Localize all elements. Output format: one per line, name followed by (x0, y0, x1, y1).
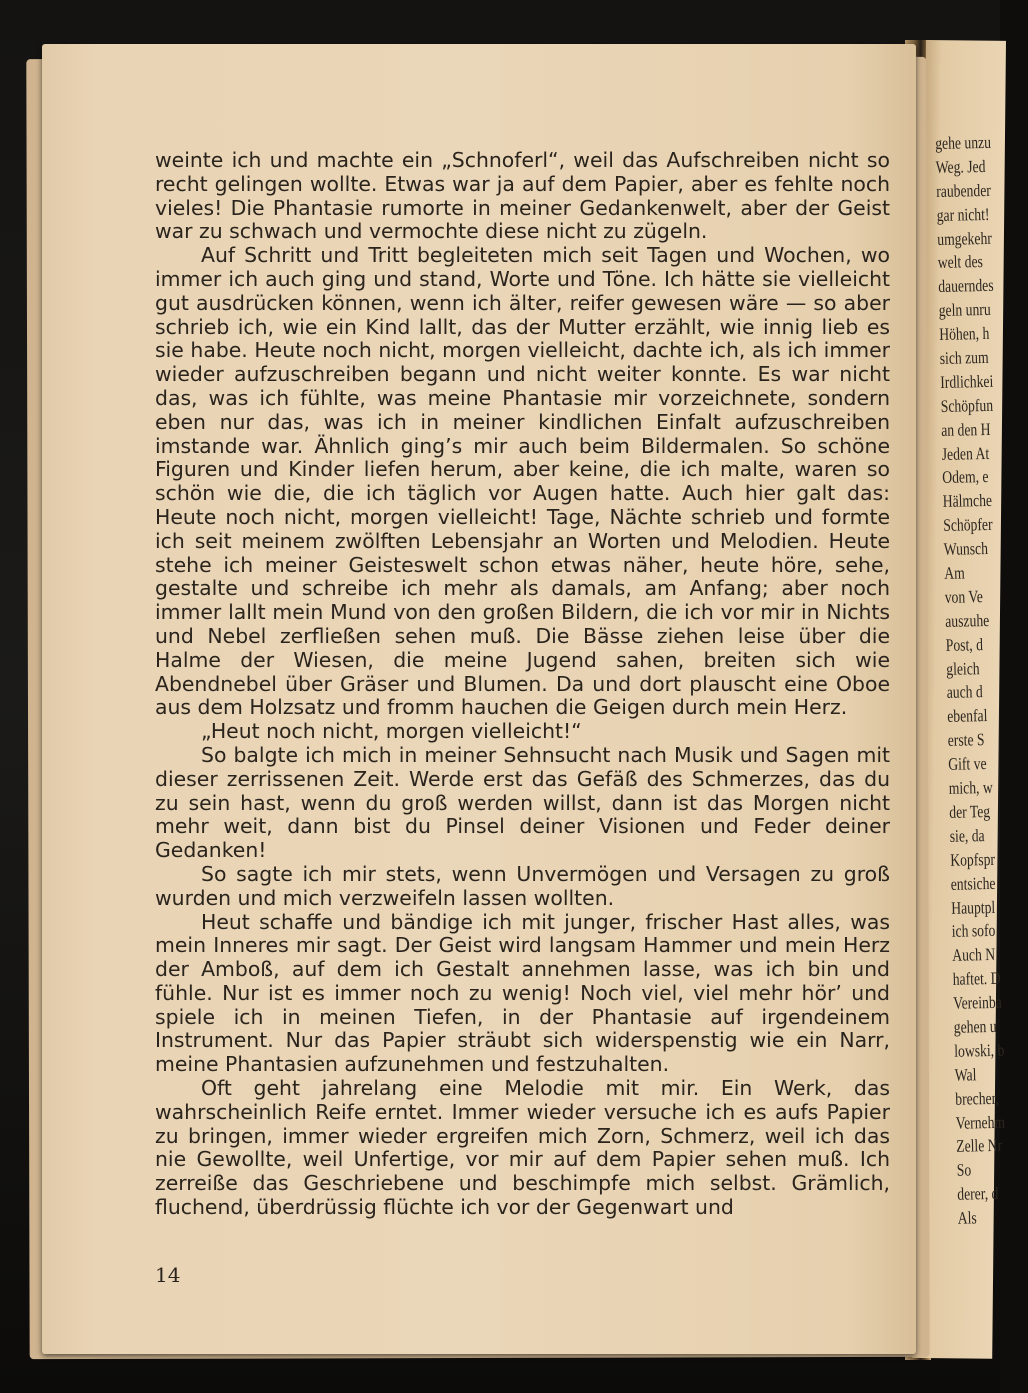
next-page-line: gehe unzu (935, 131, 992, 153)
paragraph: „Heut noch nicht, morgen vielleicht!“ (201, 719, 582, 744)
next-page-line: geln unru (938, 299, 991, 321)
next-page-line: brecher, (955, 1087, 1000, 1109)
next-page-line: Hauptpl (951, 896, 996, 918)
next-page-line: Vereinba (953, 991, 1002, 1013)
next-page-line: Wal (954, 1064, 977, 1085)
next-page-line: derer, d (957, 1183, 999, 1204)
next-page-line: Auch N (952, 944, 996, 966)
next-page-line: der Teg (949, 800, 991, 822)
paragraph: So balgte ich mich in meiner Sehnsucht nach Musik und Sagen mit dieser zerrissenen Zeit. Werde erst das Gefäß des Schmerzes, das du zu sein hast, wenn du groß werden willst, dann ist das Morgen nicht mehr weit, dann bist du Pinsel deiner Visionen und Feder deiner Gedanken! (155, 742, 890, 863)
next-page-line: Als (957, 1207, 977, 1228)
next-page-line: auszuhe (945, 609, 990, 631)
next-page-line: Hälmche (942, 490, 993, 512)
next-page-line: erste S (947, 729, 985, 751)
next-page-line: Odem, e (942, 466, 989, 488)
paragraph: Oft geht jahrelang eine Melodie mit mir. Ein Werk, das wahrscheinlich Reife erntet. Immer wieder versuche ich es aufs Papier zu bringen, immer wieder ergreifen mich Zorn, Schmerz, weil ich das nie Gewollte, weil Unfertige, vor mir auf dem Papier sehen muß. Ich zerreiße das Geschriebene und beschimpfe mich selbst. Grämlich, fluchend, überdrüssig flüchte ich vor der Gegenwart und (155, 1076, 890, 1220)
page-body-text (155, 149, 890, 1220)
next-page-line: Am (944, 562, 965, 583)
next-page-line: ebenfal (947, 705, 988, 727)
next-page-line: Schöpfun (940, 394, 994, 416)
next-page-line: auch d (946, 681, 983, 703)
next-page-line: ich sofo (951, 920, 996, 942)
paragraph: Auf Schritt und Tritt begleiteten mich seit Tagen und Wochen, wo immer ich auch ging und stand, Worte und Töne. Ich hätte sie vielleicht gut ausdrücken können, wenn ich älter, reifer gewesen wäre — so aber schrieb ich, wie ein Kind lallt, das der Mutter erzählt, wie innig lieb es sie habe. Heute noch nicht, morgen vielleicht, dachte ich, als ich immer wieder aufzuschreiben begann und nicht weiter konnte. Es war nicht das, was ich fühlte, was meine Phantasie mir vorzeichnete, sondern eben nur das, was ich in meiner kindlichen Einfalt aufzuschreiben imstande war. Ähnlich ging’s mir auch beim Bildermalen. So schöne Figuren und Kinder liefen herum, aber keine, die ich malte, waren so schön wie die, die ich täglich vor Augen hatte. Auch hier galt das: Heute noch nicht, morgen vielleicht! Tage, Nächte schrieb und formte ich seit meinem zwölften Lebensjahr an Worten und Melodien. Heute stehe ich meiner Geisteswelt schon etwas näher, heute höre, sehe, gestalte und schreibe ich mehr als damals, am Anfang; aber noch immer lallt mein Mund von den großen Bildern, die ich vor mir in Nichts und Nebel zerfließen sehen muß. Die Bässe ziehen leise über die Halme der Wiesen, die meine Jugend sahen, breiten sich wie Abendnebel über Gräser und Blumen. Da und dort plauscht eine Oboe aus dem Holzsatz und fromm hauchen die Geigen durch mein Herz. (155, 243, 890, 720)
next-page-line: an den H (941, 418, 991, 440)
next-page-line: Zelle Nr (956, 1135, 1003, 1157)
next-page-line: Höhen, h (939, 323, 990, 345)
next-page-line: Irdlichkei (940, 370, 994, 392)
next-page-line: Kopfspr (950, 848, 996, 870)
paragraph: weinte ich und machte ein „Schnoferl“, weil das Aufschreiben nicht so recht gelingen wollte. Etwas war ja auf dem Papier, aber es fehlte noch vieles! Die Phantasie rumorte in meiner Gedankenwelt, aber der Geist war zu schwach und vermochte diese nicht zu zügeln. (155, 148, 890, 244)
next-page-line: sich zum (939, 346, 989, 368)
next-page-line: mich, w (948, 776, 993, 798)
next-page-line: gleich (946, 657, 980, 679)
next-page-line: Weg. Jed (935, 155, 986, 177)
paragraph: Heut schaffe und bändige ich mit junger, frischer Hast alles, was mein Inneres mir sagt. Der Geist wird langsam Hammer und mein Herz der Amboß, auf dem ich Gestalt annehmen lasse, was ich bin und fühle. Nur ist es immer noch zu wenig! Noch viel, viel mehr hör’ und spiele ich in meinen Tiefen, in der Phantasie auf irgendeinem Instrument. Nur das Papier sträubt sich widerspenstig wie ein Narr, meine Phantasien aufzunehmen und festzuhalten. (155, 909, 890, 1077)
next-page-line: Post, d (945, 633, 984, 655)
next-page-line: Schöpfer (943, 514, 993, 536)
next-page-line: umgekehr (937, 227, 993, 249)
next-page-line: Vernehm (955, 1111, 1006, 1133)
next-page-line: sie, da (949, 824, 985, 846)
next-page-line: entsiche (950, 872, 996, 894)
page-number: 14 (155, 1263, 181, 1287)
next-page-line: raubender (936, 179, 992, 201)
next-page-line: So (956, 1159, 972, 1181)
next-page-line: lowski, b (954, 1039, 1005, 1061)
next-page-line: Gift ve (948, 753, 987, 775)
next-page-line: Wunsch (943, 538, 989, 560)
next-page-line: dauerndes (938, 275, 994, 297)
next-page-line: haftet. D (952, 967, 1001, 989)
paragraph: So sagte ich mir stets, wenn Unvermögen und Versagen zu groß wurden und mich verzweifeln lassen wollten. (155, 861, 890, 910)
next-page-line: gehen u (953, 1015, 997, 1037)
next-page-line: Jeden At (941, 442, 990, 464)
next-page-line: von Ve (944, 586, 983, 607)
next-page-line: gar nicht! (936, 203, 990, 225)
next-page-line: welt des (937, 251, 984, 273)
